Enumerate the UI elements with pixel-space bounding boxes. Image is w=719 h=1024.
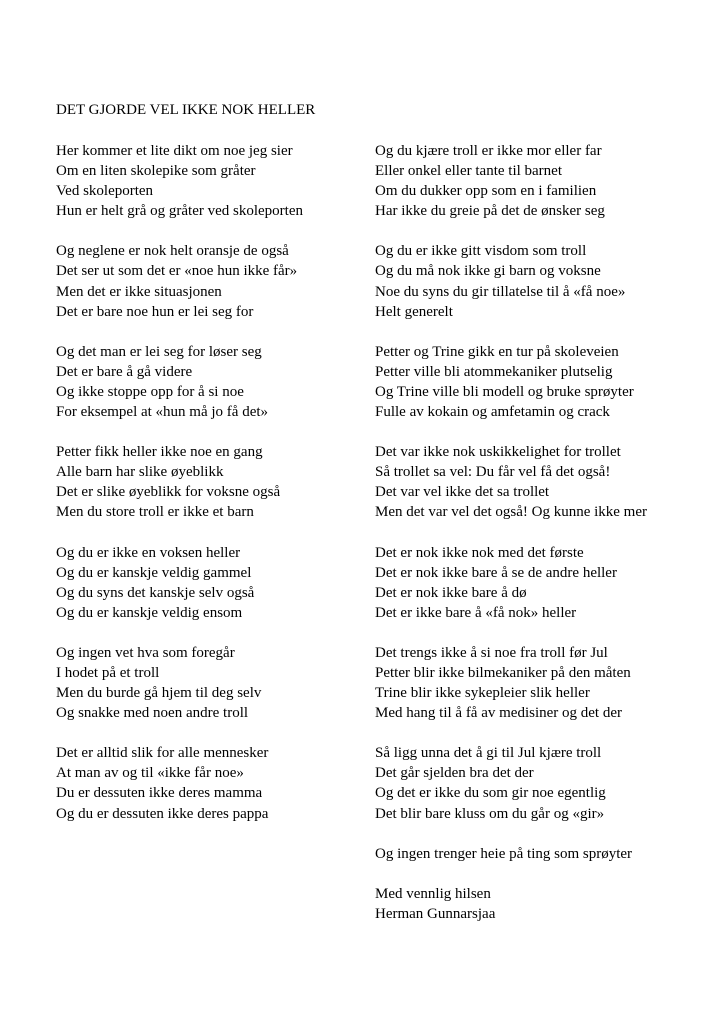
poem-line: Og du må nok ikke gi barn og voksne (375, 263, 601, 280)
poem-line: Det var ikke nok uskikkelighet for trollet (375, 444, 621, 461)
poem-line: Og du er dessuten ikke deres pappa (56, 805, 269, 822)
poem-line: Det går sjelden bra det der (375, 765, 534, 782)
poem-line: Og ikke stoppe opp for å si noe (56, 383, 244, 400)
poem-line: Og du kjære troll er ikke mor eller far (375, 143, 602, 159)
poem-line: Om du dukker opp som en i familien (375, 183, 597, 200)
stanza (56, 543, 376, 623)
poem-line: Eller onkel eller tante til barnet (375, 163, 563, 180)
stanza (375, 844, 705, 864)
poem-line: Du er dessuten ikke deres mamma (56, 785, 263, 802)
poem-line: Trine blir ikke sykepleier slik heller (375, 685, 590, 702)
poem-line: Det er nok ikke bare å se de andre heller (375, 564, 617, 581)
poem-line: Og neglene er nok helt oransje de også (56, 243, 289, 260)
stanza (375, 141, 705, 221)
poem-line: Her kommer et lite dikt om noe jeg sier (56, 143, 293, 159)
poem-line: Noe du syns du gir tillatelse til å «få noe» (375, 283, 626, 300)
poem-line: Så trollet sa vel: Du får vel få det også! (375, 464, 611, 481)
stanza (56, 141, 376, 221)
poem-line: Fulle av kokain og amfetamin og crack (375, 404, 610, 421)
poem-line: For eksempel at «hun må jo få det» (56, 404, 269, 421)
poem-line: Petter fikk heller ikke noe en gang (56, 444, 263, 461)
stanza (56, 743, 376, 823)
poem-line: Og ingen vet hva som foregår (56, 644, 235, 661)
poem-line: Det er ikke bare å «få nok» heller (375, 604, 577, 621)
poem-line: Det ser ut som det er «noe hun ikke får» (56, 263, 298, 280)
stanza (56, 342, 376, 422)
poem-line: Og Trine ville bli modell og bruke sprøyter (375, 383, 634, 400)
poem-line: Det blir bare kluss om du går og «gir» (375, 805, 605, 822)
poem-line: Helt generelt (375, 303, 453, 320)
poem-title: DET GJORDE VEL IKKE NOK HELLER (56, 102, 316, 118)
poem-line: Petter og Trine gikk en tur på skoleveien (375, 343, 619, 360)
stanza (375, 543, 705, 623)
poem-line: Ved skoleporten (56, 183, 154, 200)
poem-line: Og det man er lei seg for løser seg (56, 343, 262, 360)
poem-line: Det er alltid slik for alle mennesker (56, 745, 269, 762)
poem-line: I hodet på et troll (56, 664, 160, 681)
left-column (56, 141, 376, 844)
poem-line: Hun er helt grå og gråter ved skoleporten (56, 203, 303, 220)
poem-line: Det er bare å gå videre (56, 363, 193, 380)
poem-line: Petter ville bli atommekaniker plutselig (375, 363, 613, 380)
signoff (375, 884, 705, 924)
poem-line: Og du er kanskje veldig gammel (56, 564, 252, 581)
poem-line: Det var vel ikke det sa trollet (375, 484, 550, 501)
poem-line: Og du er ikke gitt visdom som troll (375, 243, 587, 260)
poem-line: Men du burde gå hjem til deg selv (56, 685, 262, 702)
poem-line: Og ingen trenger heie på ting som sprøyter (375, 845, 633, 862)
poem-line: Og det er ikke du som gir noe egentlig (375, 785, 606, 802)
stanza (56, 643, 376, 723)
poem-line: Petter blir ikke bilmekaniker på den måten (375, 664, 631, 681)
poem-line: Så ligg unna det å gi til Jul kjære troll (375, 745, 602, 762)
poem-line: Men det var vel det også! Og kunne ikke mer (375, 504, 647, 521)
stanza (56, 241, 376, 321)
right-column (375, 141, 705, 924)
poem-line: Det er nok ikke bare å dø (375, 584, 527, 601)
poem-line: Og du er ikke en voksen heller (56, 544, 241, 561)
poem-line: Med hang til å få av medisiner og det der (375, 705, 623, 722)
poem-line: Og du syns det kanskje selv også (56, 584, 255, 601)
closing-greeting: Med vennlig hilsen (375, 885, 491, 902)
poem-line: Men det er ikke situasjonen (56, 283, 222, 300)
stanza (56, 442, 376, 522)
stanza (375, 241, 705, 321)
poem-line: Det trengs ikke å si noe fra troll før Jul (375, 644, 608, 661)
poem-line: Alle barn har slike øyeblikk (56, 464, 224, 481)
poem-line: Og du er kanskje veldig ensom (56, 604, 243, 621)
poem-line: Det er slike øyeblikk for voksne også (56, 484, 281, 501)
poem-line: Det er bare noe hun er lei seg for (56, 303, 254, 320)
poem-line: Om en liten skolepike som gråter (56, 163, 256, 180)
stanza (375, 643, 705, 723)
stanza (375, 442, 705, 522)
stanza (375, 743, 705, 823)
author-name: Herman Gunnarsjaa (375, 905, 496, 922)
poem-line: Det er nok ikke nok med det første (375, 544, 584, 561)
poem-line: Har ikke du greie på det de ønsker seg (375, 203, 605, 220)
poem-line: Men du store troll er ikke et barn (56, 504, 254, 521)
stanza (375, 342, 705, 422)
poem-line: At man av og til «ikke får noe» (56, 765, 244, 782)
poem-line: Og snakke med noen andre troll (56, 705, 249, 722)
